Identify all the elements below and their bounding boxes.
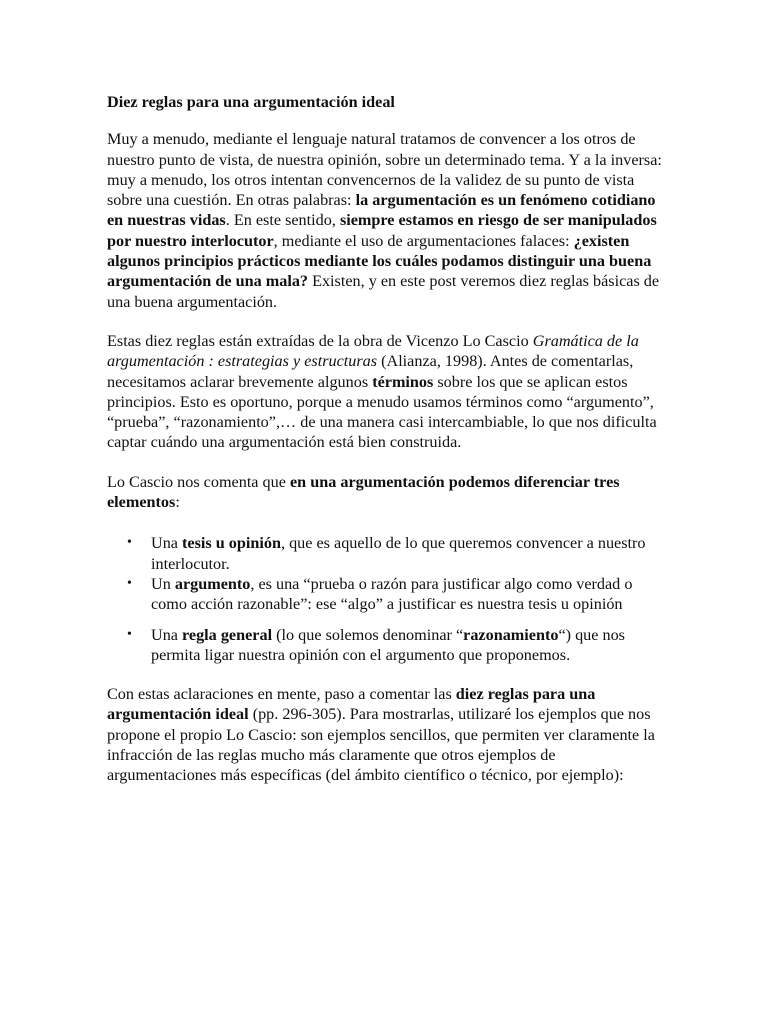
bold-text: regla general xyxy=(182,625,273,644)
text: (Alianza, 1998). Antes de comentarlas, necesitamos aclarar brevemente algunos xyxy=(107,352,634,391)
bold-text: diez reglas para una argumentación ideal xyxy=(107,685,596,724)
bold-text: en una argumentación podemos diferenciar tres elementos xyxy=(107,472,620,512)
text: (lo que solemos denominar “ xyxy=(272,625,464,644)
list-item xyxy=(107,574,667,615)
bold-text: razonamiento xyxy=(463,625,559,644)
text: Estas diez reglas están extraídas de la obra de Vicenzo Lo Cascio xyxy=(107,331,533,350)
bold-text: tesis u opinión xyxy=(182,534,281,553)
text: : xyxy=(175,493,180,512)
text: Una xyxy=(151,534,183,553)
text: Una xyxy=(151,625,183,644)
text: Muy a menudo, mediante el lenguaje natural tratamos de convencer a los otros de nuestro punto de vista, de nuestra opinión, sobre un determinado tema. Y a la inversa: muy a menudo, los otros intentan convencernos de la validez de su punto de vista sobre una cuestión. En otras palabras: xyxy=(107,130,662,210)
paragraph-elements xyxy=(107,472,667,513)
list-item xyxy=(107,625,667,666)
bold-text: argumento xyxy=(174,574,251,593)
text: Un xyxy=(151,574,175,593)
text: (pp. 296-305). Para mostrarlas, utilizaré los ejemplos que nos propone el propio Lo Cascio: son ejemplos sencillos, que permiten ver claramente la infracción de las reglas mucho más claramente que otros ejemplos de argumentaciones más específicas (del ámbito científico o técnico, por ejemplo): xyxy=(107,705,655,785)
book-title: Gramática de la argumentación : estrategias y estructuras xyxy=(107,331,639,371)
paragraph-rules xyxy=(107,684,667,785)
document-title: Diez reglas para una argumentación ideal xyxy=(107,93,395,111)
bold-text: términos xyxy=(372,372,434,391)
text: “) que nos permita ligar nuestra opinión con el argumento que proponemos. xyxy=(151,625,625,664)
bullet-icon: • xyxy=(127,535,132,551)
text: , que es aquello de lo que queremos convencer a nuestro interlocutor. xyxy=(151,534,646,573)
text: , es una “prueba o razón para justificar algo como verdad o como acción razonable”: ese “algo” a justificar es nuestra tesis u opinión xyxy=(151,574,633,614)
bullet-icon: • xyxy=(127,575,132,591)
bold-text: ¿existen algunos principios prácticos mediante los cuáles podamos distinguir una buena argumentación de una mala? xyxy=(107,231,652,291)
paragraph-source xyxy=(107,331,667,453)
text: Existen, y en este post veremos diez reglas básicas de una buena argumentación. xyxy=(107,272,660,311)
document-body xyxy=(107,92,667,805)
bold-text: siempre estamos en riesgo de ser manipulados por nuestro interlocutor xyxy=(107,211,657,250)
text: Lo Cascio nos comenta que xyxy=(107,472,290,491)
text: Con estas aclaraciones en mente, paso a comentar las xyxy=(107,685,456,704)
paragraph-intro xyxy=(107,129,667,312)
text: , mediante el uso de argumentaciones falaces: xyxy=(273,231,574,250)
text: . En este sentido, xyxy=(225,211,340,230)
text: sobre los que se aplican estos principios. Esto es oportuno, porque a menudo usamos términos como “argumento”, “prueba”, “razonamiento”,… de una manera casi intercambiable, lo que nos dificulta captar cuándo una argumentación está bien construida. xyxy=(107,372,657,452)
elements-list xyxy=(107,533,667,665)
bold-text: la argumentación es un fenómeno cotidiano en nuestras vidas xyxy=(107,191,656,230)
list-item xyxy=(107,533,667,574)
bullet-icon: • xyxy=(127,626,132,642)
